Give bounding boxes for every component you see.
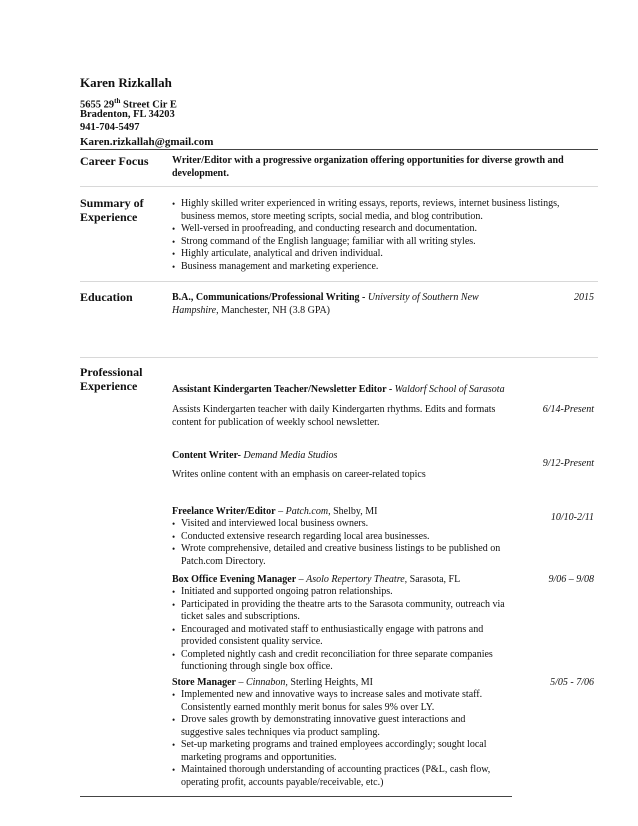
list-item: • Visited and interviewed local business owners.	[172, 518, 512, 531]
list-item: • Wrote comprehensive, detailed and creative business listings to be published on Patch.com Directory.	[172, 543, 512, 568]
career-focus-heading: Career Focus	[80, 154, 149, 168]
address-line-1: 5655 29th Street Cir E	[80, 97, 177, 111]
list-item: • Implemented new and innovative ways to increase sales and motivate staff. Consistently earned monthly merit bonus for sales 9% over LY.	[172, 689, 507, 714]
job-date: 9/06 – 9/08	[548, 574, 594, 585]
list-item: • Highly skilled writer experienced in writing essays, reports, reviews, internet business listings, business memos, store meeting scripts, social media, and blog contribution.	[172, 198, 592, 223]
career-focus-text: Writer/Editor with a progressive organization offering opportunities for diverse growth and development.	[172, 155, 564, 179]
list-item: • Highly articulate, analytical and driven individual.	[172, 248, 592, 261]
address-line-2: Bradenton, FL 34203	[80, 109, 175, 120]
job-title-line: Assistant Kindergarten Teacher/Newsletter Editor - Waldorf School of Sarasota	[172, 384, 505, 395]
list-item: • Maintained thorough understanding of accounting practices (P&L, cash flow, operating profit, accounts payable/receivable, etc.)	[172, 764, 507, 789]
job-duties	[172, 518, 512, 568]
divider	[80, 186, 598, 187]
divider	[80, 357, 598, 358]
list-item: • Conducted extensive research regarding local area businesses.	[172, 531, 512, 544]
summary-list	[172, 198, 592, 273]
job-date: 6/14-Present	[542, 404, 594, 415]
education-year: 2015	[574, 292, 594, 303]
job-description: Writes online content with an emphasis on career-related topics	[172, 469, 426, 480]
job-duties	[172, 586, 507, 674]
list-item: • Drove sales growth by demonstrating innovative guest interactions and suggestive sales techniques via product sampling.	[172, 714, 507, 739]
job-title-line: Content Writer- Demand Media Studios	[172, 450, 338, 461]
job-title-line: Freelance Writer/Editor – Patch.com, Shelby, MI	[172, 506, 378, 517]
list-item: • Well-versed in proofreading, and conducting research and documentation.	[172, 223, 592, 236]
list-item: • Initiated and supported ongoing patron relationships.	[172, 586, 507, 599]
list-item: • Completed nightly cash and credit reconciliation for three separate companies functioning through single box office.	[172, 649, 507, 674]
job-title-line: Store Manager – Cinnabon, Sterling Heights, MI	[172, 677, 373, 688]
phone: 941-704-5497	[80, 122, 140, 133]
header-divider	[80, 149, 598, 150]
list-item: • Set-up marketing programs and trained employees accordingly; sought local marketing programs and opportunities.	[172, 739, 507, 764]
job-date: 5/05 - 7/06	[550, 677, 594, 688]
email: Karen.rizkallah@gmail.com	[80, 136, 214, 148]
divider	[80, 281, 598, 282]
summary-heading: Summary of Experience	[80, 196, 144, 224]
job-date: 10/10-2/11	[550, 512, 594, 523]
job-duties	[172, 689, 507, 789]
list-item: • Encouraged and motivated staff to enthusiastically engage with patrons and provided consistent quality service.	[172, 624, 507, 649]
experience-heading: Professional Experience	[80, 365, 143, 393]
list-item: • Business management and marketing experience.	[172, 261, 592, 274]
list-item: • Strong command of the English language; familiar with all writing styles.	[172, 236, 592, 249]
applicant-name: Karen Rizkallah	[80, 75, 172, 90]
list-item: • Participated in providing the theatre arts to the Sarasota community, outreach via ticket sales and subscriptions.	[172, 599, 507, 624]
education-heading: Education	[80, 290, 133, 304]
job-date: 9/12-Present	[542, 458, 594, 469]
education-entry: B.A., Communications/Professional Writing - University of Southern New Hampshire, Manchester, NH (3.8 GPA)	[172, 292, 479, 316]
job-description: Assists Kindergarten teacher with daily Kindergarten rhythms. Edits and formats content for publication of weekly school newsletter.	[172, 404, 496, 428]
footer-divider	[80, 796, 512, 797]
job-title-line: Box Office Evening Manager – Asolo Repertory Theatre, Sarasota, FL	[172, 574, 461, 585]
